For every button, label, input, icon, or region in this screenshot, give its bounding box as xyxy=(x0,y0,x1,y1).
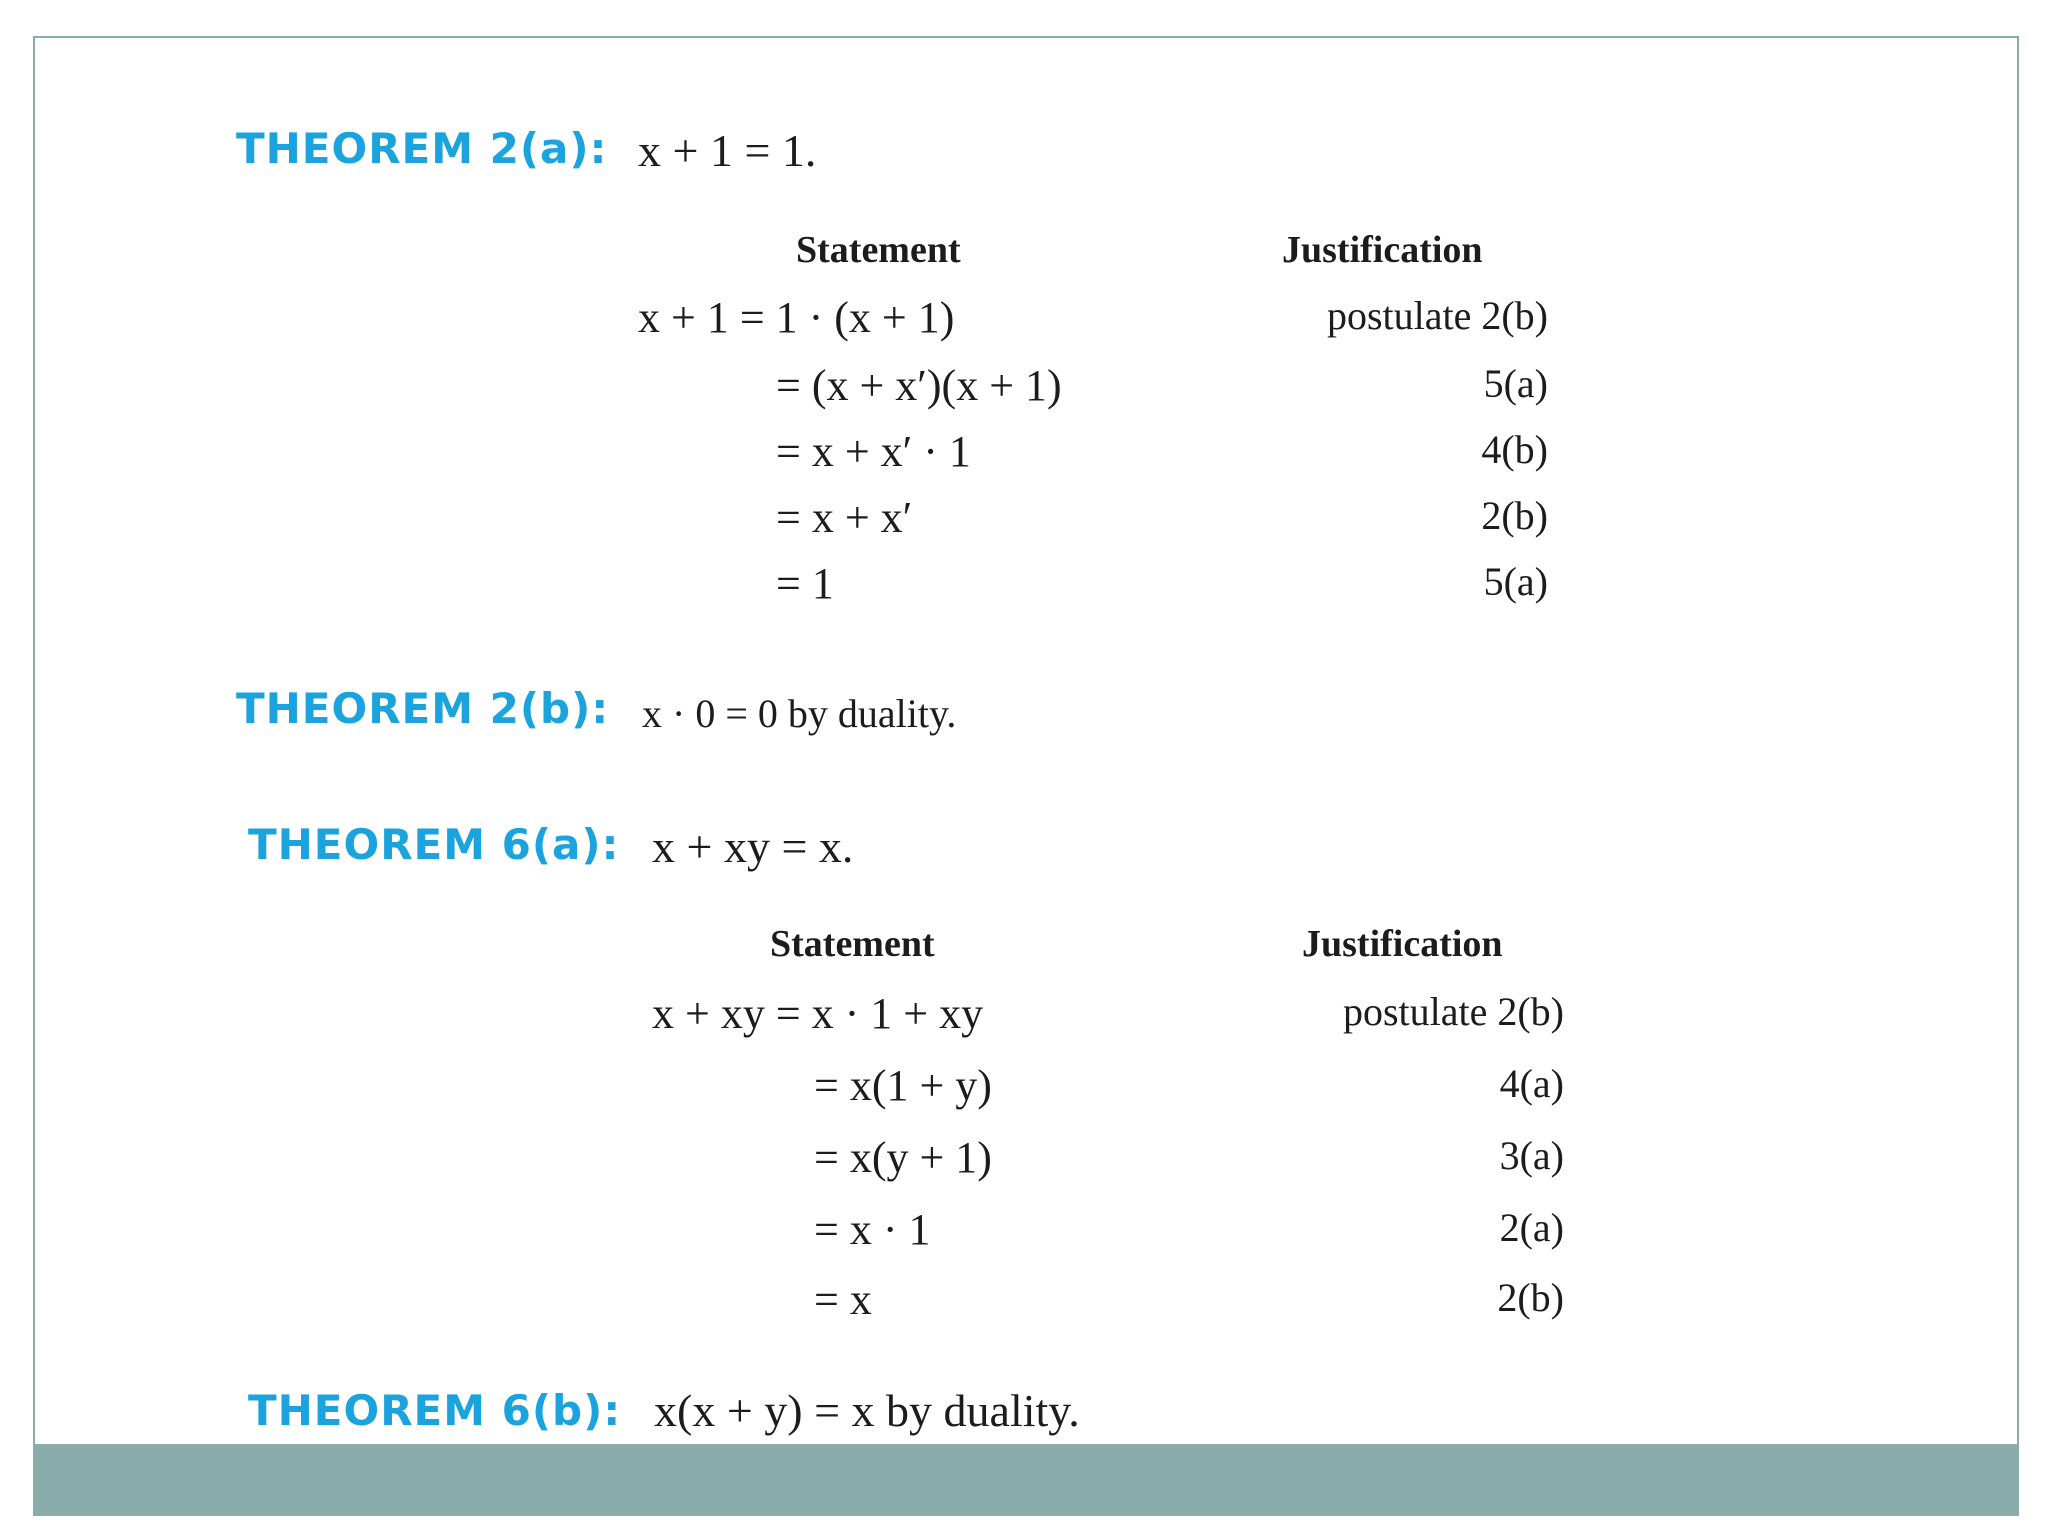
theorem-2a-step-1: x + 1 = 1 · (x + 1) xyxy=(638,293,955,342)
theorem-6b-label: THEOREM 6(b): xyxy=(248,1386,622,1435)
theorem-6a-just-3: 3(a) xyxy=(1499,1133,1564,1178)
theorem-2b-label: THEOREM 2(b): xyxy=(236,684,610,733)
theorem-2a-statement: x + 1 = 1. xyxy=(638,125,817,176)
theorem-6a-step-2: = x(1 + y) xyxy=(814,1061,992,1110)
theorem-6a-step-4: = x · 1 xyxy=(814,1205,931,1254)
theorem-6a-just-1: postulate 2(b) xyxy=(1342,989,1564,1034)
theorem-2a-justification-header: Justification xyxy=(1282,229,1483,271)
theorem-6a-just-5: 2(b) xyxy=(1497,1275,1564,1320)
theorem-6a-step-5: = x xyxy=(814,1275,872,1324)
theorem-2a-step-2: = (x + x′)(x + 1) xyxy=(776,361,1062,410)
theorem-2a-just-4: 2(b) xyxy=(1481,493,1548,538)
theorem-6a-just-2: 4(a) xyxy=(1499,1061,1564,1106)
theorem-2a-label: THEOREM 2(a): xyxy=(236,124,608,173)
footer-band xyxy=(33,1444,2019,1516)
theorem-2a-step-4: = x + x′ xyxy=(776,493,913,542)
theorem-2a-just-5: 5(a) xyxy=(1483,559,1548,604)
theorem-6a-just-4: 2(a) xyxy=(1499,1205,1564,1250)
theorem-6a-step-1: x + xy = x · 1 + xy xyxy=(652,989,984,1038)
theorem-6a-label: THEOREM 6(a): xyxy=(248,820,620,869)
theorem-2a-statement-header: Statement xyxy=(796,229,961,271)
theorem-2a-just-2: 5(a) xyxy=(1483,361,1548,406)
theorem-2a-step-5: = 1 xyxy=(776,559,834,608)
theorem-6a-justification-header: Justification xyxy=(1302,923,1503,965)
theorem-2a-just-3: 4(b) xyxy=(1481,427,1548,472)
theorem-2a-step-3: = x + x′ · 1 xyxy=(776,427,971,476)
theorem-2a-just-1: postulate 2(b) xyxy=(1326,293,1548,338)
theorem-2b-statement: x · 0 = 0 by duality. xyxy=(642,691,957,736)
slide-frame xyxy=(33,36,2019,1516)
theorem-6a-statement: x + xy = x. xyxy=(652,821,854,872)
theorem-6b-statement: x(x + y) = x by duality. xyxy=(654,1385,1080,1436)
theorem-6a-statement-header: Statement xyxy=(770,923,935,965)
theorem-6a-step-3: = x(y + 1) xyxy=(814,1133,992,1182)
